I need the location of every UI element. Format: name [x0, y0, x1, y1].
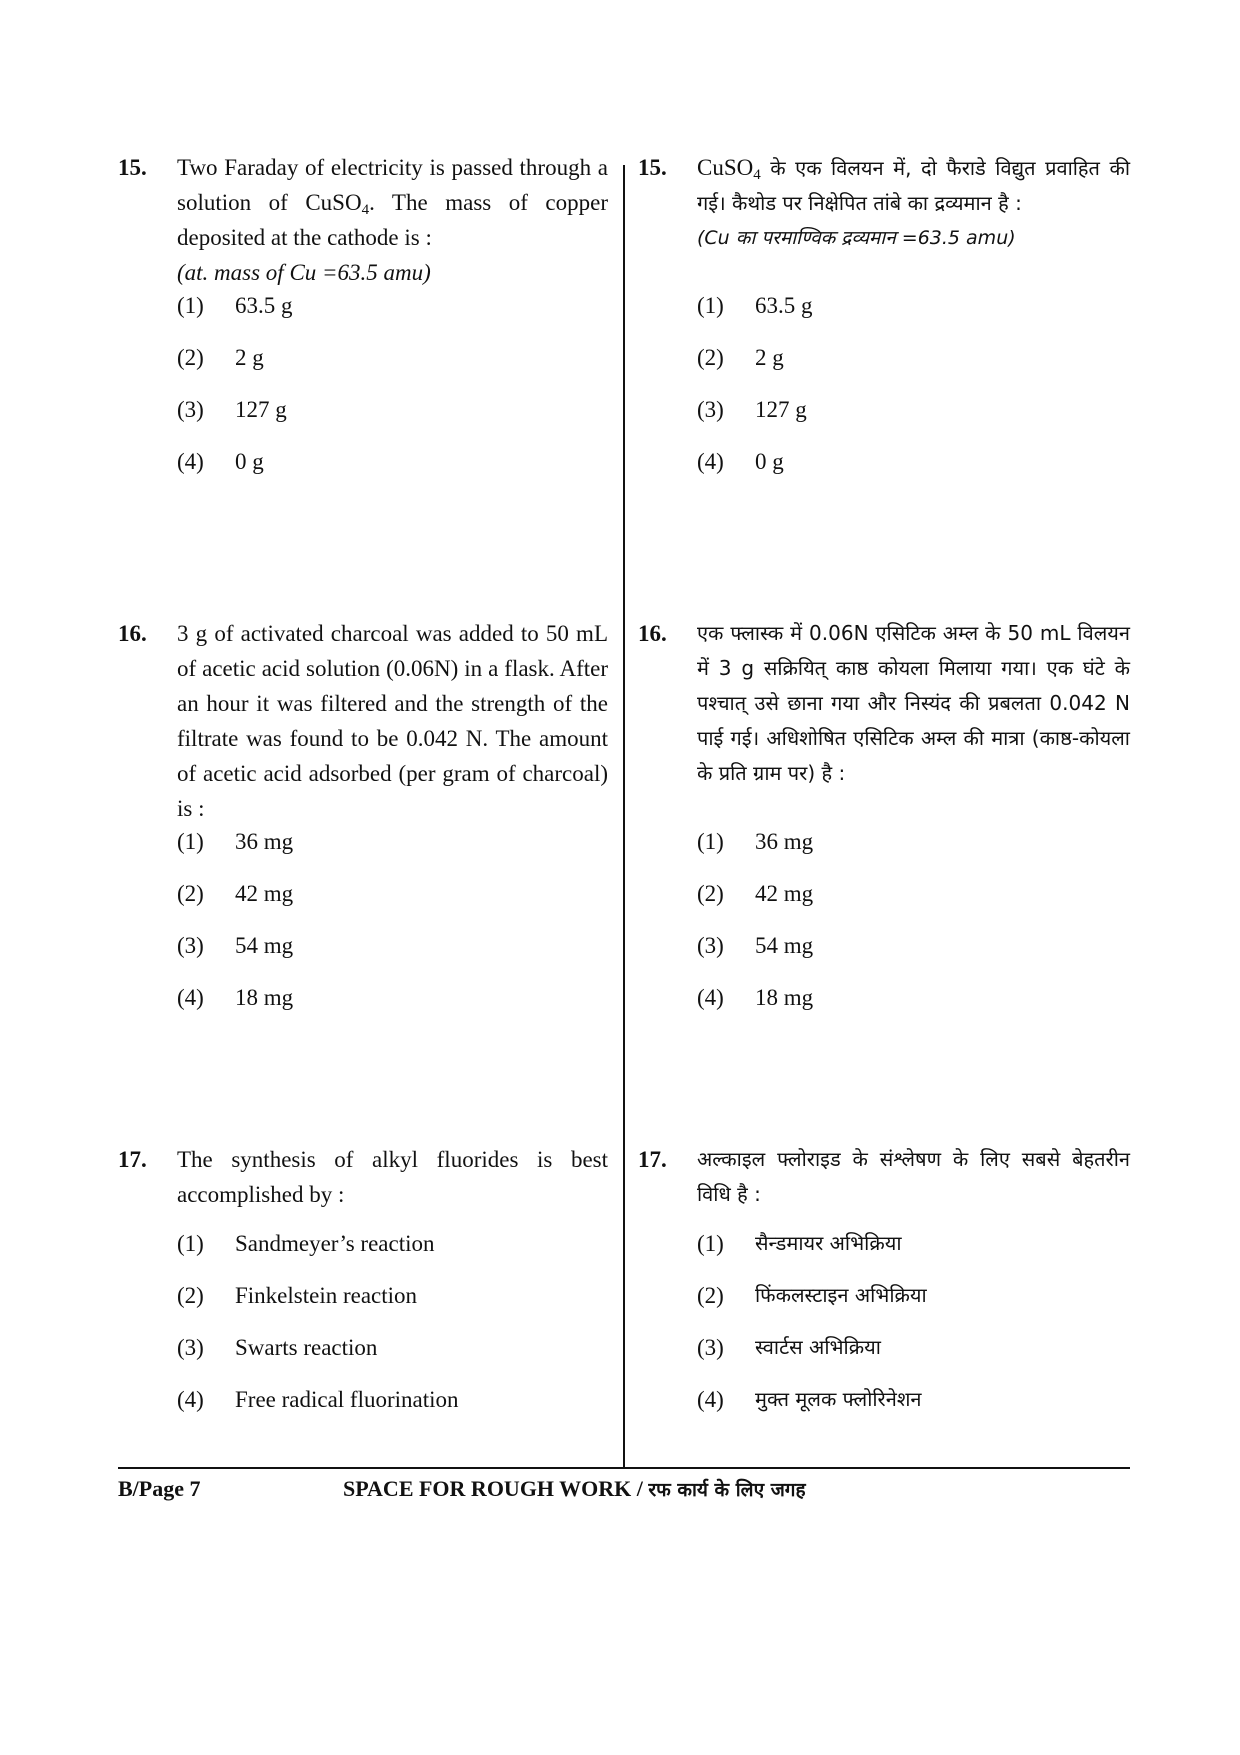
question-number: 17. [638, 1147, 667, 1172]
question-text [697, 150, 1130, 256]
option-number: (3) [177, 397, 204, 422]
question-number: 17. [118, 1147, 147, 1172]
question-text: एक फ्लास्क में 0.06N एसिटिक अम्ल के 50 mL विलयन में 3 g सक्रियित् काष्ठ कोयला मिलाया गया। एक घंटे के पश्चात् उसे छाना गया और निस्यंद की प्रबलता 0.042 N पाई गई। अधिशोषित एसिटिक अम्ल की मात्रा (काष्ठ-कोयला के प्रति ग्राम पर) है : [697, 621, 1130, 785]
option-text: 127 g [235, 397, 287, 422]
option-number: (1) [697, 829, 724, 854]
option-number: (2) [177, 881, 204, 906]
option-text: 42 mg [235, 881, 294, 906]
option-text: 2 g [755, 345, 784, 370]
option-text: 36 mg [755, 829, 814, 854]
option-number: (4) [177, 449, 204, 474]
option-text: स्वार्टस अभिक्रिया [755, 1335, 881, 1359]
option-number: (4) [177, 985, 204, 1010]
option-number: (2) [177, 345, 204, 370]
option-text: Sandmeyer’s reaction [235, 1231, 435, 1256]
question-number: 16. [638, 621, 667, 646]
option-text: 54 mg [235, 933, 294, 958]
rough-work-label [343, 1474, 806, 1505]
option-text: 2 g [235, 345, 264, 370]
question-text: The synthesis of alkyl fluorides is best accomplished by : [177, 1147, 608, 1207]
column-divider [623, 165, 625, 1467]
question-number: 15. [638, 155, 667, 180]
option-number: (4) [697, 1387, 724, 1412]
question-text-part: . The mass of copper deposited at the cathode is : [177, 190, 608, 250]
option-number: (1) [177, 293, 204, 318]
option-text: 0 g [755, 449, 784, 474]
option-number: (1) [697, 293, 724, 318]
question-text: अल्काइल फ्लोराइड के संश्लेषण के लिए सबसे बेहतरीन विधि है : [697, 1147, 1130, 1206]
question-note: (Cu का परमाण्विक द्रव्यमान =63.5 amu) [697, 227, 1016, 249]
question-note: (at. mass of Cu =63.5 amu) [177, 260, 431, 285]
question-text-part: के एक विलयन में, दो फैराडे विद्युत प्रवाहित की गई। कैथोड पर निक्षेपित तांबे का द्रव्यमान है : [697, 156, 1130, 215]
option-number: (3) [697, 1335, 724, 1360]
option-number: (4) [697, 449, 724, 474]
option-text: 54 mg [755, 933, 814, 958]
question-text-part: Two Faraday of electricity is passed through a solution of CuSO [177, 155, 608, 215]
subscript: 4 [361, 202, 370, 218]
option-number: (2) [697, 345, 724, 370]
option-text: मुक्त मूलक फ्लोरिनेशन [755, 1387, 922, 1411]
option-text: Free radical fluorination [235, 1387, 459, 1412]
question-number: 15. [118, 155, 147, 180]
option-text: Finkelstein reaction [235, 1283, 418, 1308]
option-number: (4) [697, 985, 724, 1010]
rough-work-en: SPACE FOR ROUGH WORK / [343, 1476, 649, 1501]
question-text: 3 g of activated charcoal was added to 50 mL of acetic acid solution (0.06N) in a flask. After an hour it was filtered and the strength of the filtrate was found to be 0.042 N. The amount of acetic acid adsorbed (per gram of charcoal) is : [177, 621, 608, 821]
footer-rule [118, 1467, 1130, 1469]
rough-work-hi: रफ कार्य के लिए जगह [648, 1479, 806, 1501]
option-text: सैन्डमायर अभिक्रिया [755, 1231, 902, 1255]
option-text: 0 g [235, 449, 264, 474]
question-text-part: CuSO [697, 155, 754, 180]
option-number: (4) [177, 1387, 204, 1412]
question-text [177, 150, 608, 290]
option-number: (3) [177, 1335, 204, 1360]
option-number: (1) [177, 1231, 204, 1256]
option-number: (2) [697, 1283, 724, 1308]
subscript: 4 [753, 167, 761, 183]
option-text: 36 mg [235, 829, 294, 854]
option-text: फिंकलस्टाइन अभिक्रिया [755, 1283, 927, 1307]
option-text: 18 mg [235, 985, 294, 1010]
option-number: (3) [697, 397, 724, 422]
option-text: 42 mg [755, 881, 814, 906]
option-number: (1) [697, 1231, 724, 1256]
option-text: 63.5 g [755, 293, 813, 318]
option-text: Swarts reaction [235, 1335, 378, 1360]
option-text: 63.5 g [235, 293, 293, 318]
option-text: 18 mg [755, 985, 814, 1010]
option-number: (3) [177, 933, 204, 958]
option-number: (1) [177, 829, 204, 854]
option-number: (3) [697, 933, 724, 958]
question-number: 16. [118, 621, 147, 646]
option-number: (2) [177, 1283, 204, 1308]
option-text: 127 g [755, 397, 807, 422]
option-number: (2) [697, 881, 724, 906]
page-number: B/Page 7 [118, 1476, 201, 1501]
